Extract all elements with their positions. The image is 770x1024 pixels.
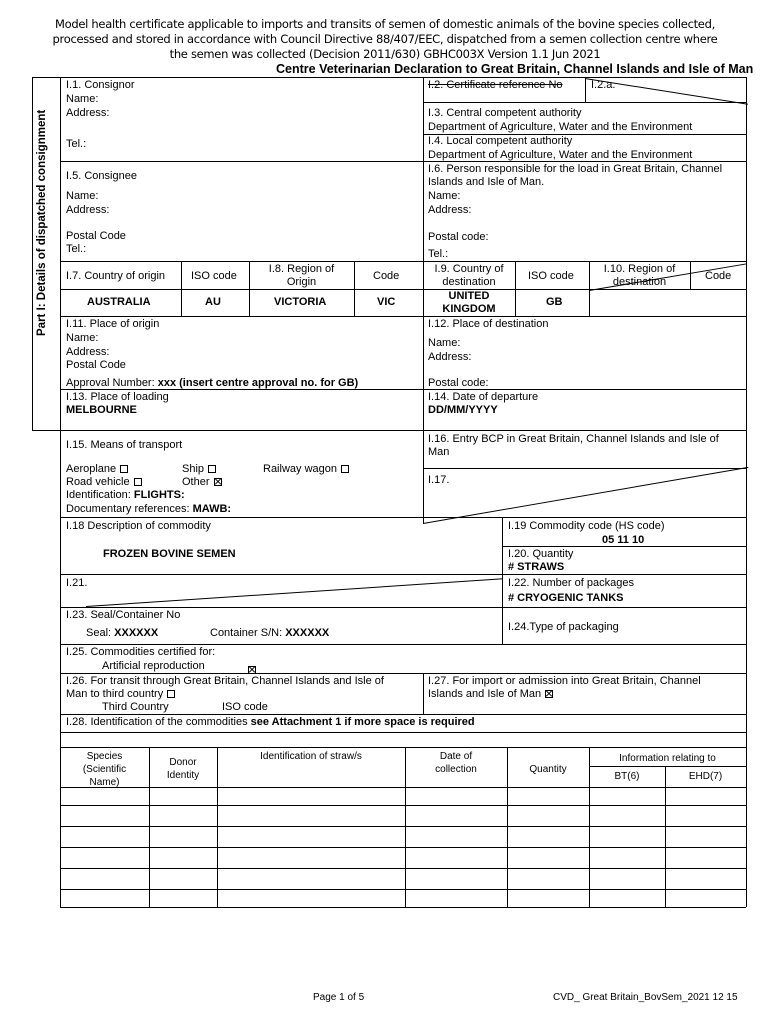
page-title: Centre Veterinarian Declaration to Great Britain, Channel Islands and Isle of Man [276, 62, 754, 76]
central-authority-label: I.3. Central competent authority [428, 107, 582, 119]
region-dest-label-2: destination [612, 276, 667, 288]
place-dest-label: I.12. Place of destination [428, 318, 549, 330]
cert-ref-2a: I.2.a. [591, 79, 616, 91]
road-checkbox[interactable] [134, 478, 142, 486]
doc-refs-row [66, 503, 231, 516]
approval-value: xxx (insert centre approval no. for GB) [157, 377, 359, 389]
identification-label: Identification: [66, 489, 131, 501]
transit-checkbox[interactable] [167, 690, 175, 698]
place-dest-address: Address: [428, 351, 472, 363]
packaging-label: I.24.Type of packaging [508, 621, 619, 633]
place-origin-label: I.11. Place of origin [66, 318, 160, 330]
railway-checkbox[interactable] [341, 465, 349, 473]
origin-iso-value: AU [205, 296, 221, 308]
consignor-label: I.1. Consignor [66, 79, 135, 91]
railway-option[interactable]: Railway wagon [263, 463, 349, 476]
local-authority-value: Department of Agriculture, Water and the Environment [428, 149, 693, 161]
place-dest-name: Name: [428, 337, 461, 349]
ship-checkbox[interactable] [208, 465, 216, 473]
place-origin-address: Address: [66, 346, 110, 358]
dest-country-value: UNITED [448, 290, 490, 302]
country-dest-label: I.9. Country of [434, 263, 504, 275]
place-dest-postal: Postal code: [428, 377, 489, 389]
place-origin-postal: Postal Code [66, 359, 126, 371]
seal-value: XXXXXX [114, 627, 159, 639]
doc-refs-value: MAWB: [192, 503, 232, 515]
date-departure-label: I.14. Date of departure [428, 391, 539, 403]
person-responsible-label-2: Islands and Isle of Man. [428, 176, 545, 188]
transit-iso-label: ISO code [222, 701, 268, 713]
commodity-code-label: I.19 Commodity code (HS code) [508, 520, 665, 532]
consignor-tel: Tel.: [66, 138, 87, 150]
central-authority-value: Department of Agriculture, Water and the Environment [428, 121, 693, 133]
person-responsible-tel: Tel.: [428, 248, 449, 260]
transit-option[interactable]: Man to third country [66, 688, 175, 701]
col-species-2: (Scientific [82, 764, 127, 775]
aeroplane-option[interactable]: Aeroplane [66, 463, 128, 476]
identification-commodities-label: I.28. Identification of the commodities [66, 716, 248, 728]
person-responsible-address: Address: [428, 204, 472, 216]
document-id: CVD_ Great Britain_BovSem_2021 12 15 [553, 992, 738, 1003]
see-attachment-note: see Attachment 1 if more space is required [250, 716, 475, 728]
person-responsible-label: I.6. Person responsible for the load in Great Britain, Channel [428, 163, 723, 175]
page-number: Page 1 of 5 [313, 992, 365, 1003]
container-row [210, 627, 329, 640]
origin-region-value: VICTORIA [274, 296, 327, 308]
local-authority-label: I.4. Local competent authority [428, 135, 573, 147]
col-info: Information relating to [619, 753, 716, 764]
col-bt: BT(6) [614, 771, 640, 782]
road-option[interactable]: Road vehicle [66, 476, 142, 489]
col-ehd: EHD(7) [688, 771, 723, 782]
col-species-3: Name) [89, 777, 120, 788]
col-donor-1: Donor [169, 757, 197, 768]
part-one-label: Part I: Details of dispatched consignment [36, 109, 48, 336]
identification-row [66, 489, 185, 502]
place-loading-value: MELBOURNE [66, 404, 137, 416]
entry-bcp-label: I.16. Entry BCP in Great Britain, Channel Islands and Isle of [428, 433, 719, 445]
col-donor-2: Identity [166, 770, 200, 781]
import-option[interactable]: Islands and Isle of Man [428, 688, 553, 701]
seal-container-label: I.23. Seal/Container No [66, 609, 181, 621]
container-label: Container S/N: [210, 627, 283, 639]
place-loading-label: I.13. Place of loading [66, 391, 169, 403]
identification-value: FLIGHTS: [133, 489, 185, 501]
dest-iso-label: ISO code [528, 270, 574, 282]
consignee-label: I.5. Consignee [66, 170, 137, 182]
dest-country-value-2: KINGDOM [442, 303, 496, 315]
header-line-3: the semen was collected (Decision 2011/630) GBHC003X Version 1.1 Jun 2021 [169, 47, 601, 61]
quantity-value: # STRAWS [508, 561, 565, 573]
dest-iso-value: GB [546, 296, 563, 308]
quantity-label: I.20. Quantity [508, 548, 574, 560]
place-origin-name: Name: [66, 332, 99, 344]
packages-label: I.22. Number of packages [508, 577, 634, 589]
cert-ref-label: I.2. Certificate reference No [428, 79, 563, 91]
consignee-postal: Postal Code [66, 230, 126, 242]
col-date-1: Date of [439, 751, 473, 762]
commodity-desc-value: FROZEN BOVINE SEMEN [103, 548, 236, 560]
ship-option[interactable]: Ship [182, 463, 216, 476]
transit-label: I.26. For transit through Great Britain, Channel Islands and Isle of [66, 675, 384, 687]
consignor-address: Address: [66, 107, 110, 119]
region-origin-label: I.8. Region of [268, 263, 335, 275]
artificial-repro-label: Artificial reproduction [102, 660, 205, 672]
header-line-2: processed and stored in accordance with Council Directive 88/407/EEC, dispatched from a semen collection centre where [52, 32, 718, 46]
dest-code-label: Code [705, 270, 732, 282]
commodity-desc-label: I.18 Description of commodity [66, 520, 211, 532]
seal-row [86, 627, 158, 640]
commodity-code-value: 05 11 10 [602, 534, 645, 546]
i21-label: I.21. [66, 577, 88, 589]
origin-code-value: VIC [377, 296, 396, 308]
col-species-1: Species [86, 751, 123, 762]
col-quantity: Quantity [529, 764, 567, 775]
identification-commodities-row [66, 716, 475, 729]
seal-label: Seal: [86, 627, 112, 639]
consignee-name: Name: [66, 190, 99, 202]
origin-country-value: AUSTRALIA [87, 296, 151, 308]
approval-label: Approval Number: [66, 377, 155, 389]
certified-for-label: I.25. Commodities certified for: [66, 646, 216, 658]
other-checkbox[interactable] [214, 478, 222, 486]
i17-label: I.17. [428, 474, 450, 486]
means-transport-label: I.15. Means of transport [66, 439, 183, 451]
third-country-label: Third Country [102, 701, 169, 713]
origin-iso-label: ISO code [191, 270, 237, 282]
import-checkbox[interactable] [545, 690, 553, 698]
country-origin-label: I.7. Country of origin [66, 270, 166, 282]
origin-code-label: Code [373, 270, 400, 282]
packages-value: # CRYOGENIC TANKS [508, 592, 624, 604]
person-responsible-postal: Postal code: [428, 231, 489, 243]
date-departure-value: DD/MM/YYYY [428, 404, 498, 416]
country-dest-label-2: destination [442, 276, 496, 288]
consignee-address: Address: [66, 204, 110, 216]
import-label: I.27. For import or admission into Great Britain, Channel [428, 675, 701, 687]
consignee-tel: Tel.: [66, 243, 87, 255]
col-date-2: collection [435, 764, 477, 775]
person-responsible-name: Name: [428, 190, 461, 202]
other-option[interactable]: Other [182, 476, 222, 489]
doc-refs-label: Documentary references: [66, 503, 190, 515]
region-origin-label-2: Origin [286, 276, 317, 288]
header-line-1: Model health certificate applicable to imports and transits of semen of domestic animals of the bovine species collected, [55, 17, 715, 31]
consignor-name: Name: [66, 93, 99, 105]
col-straws: Identification of straw/s [260, 751, 362, 762]
aeroplane-checkbox[interactable] [120, 465, 128, 473]
entry-bcp-label-2: Man [428, 446, 450, 458]
region-dest-label: I.10. Region of [603, 263, 676, 275]
container-value: XXXXXX [285, 627, 330, 639]
